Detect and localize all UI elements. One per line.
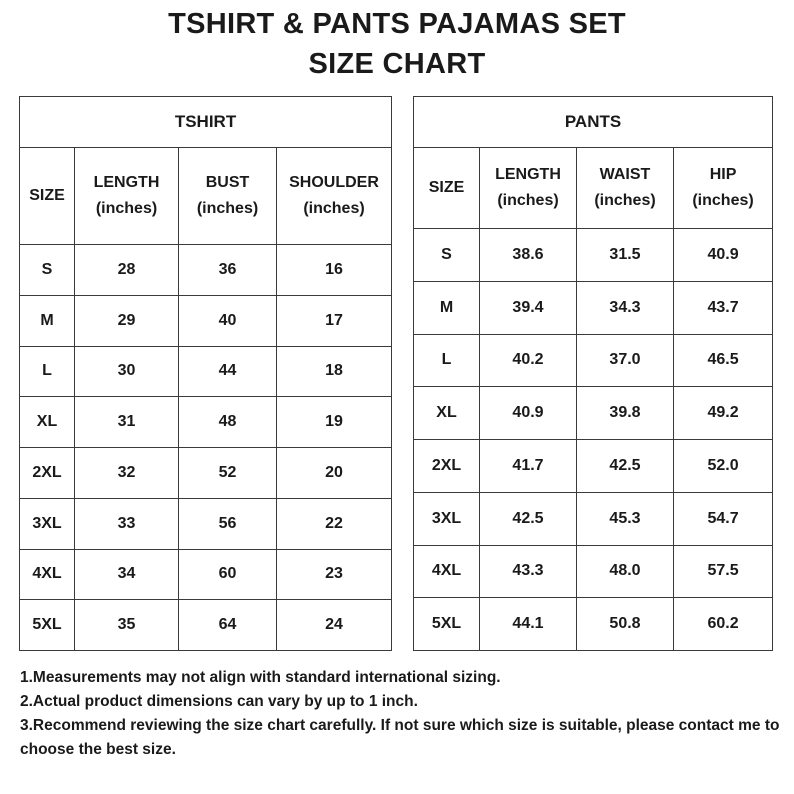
pants-cell-waist: 45.3	[577, 492, 674, 545]
pants-cell-size: 3XL	[414, 492, 480, 545]
pants-header-length	[480, 148, 577, 229]
tshirt-cell-shoulder: 23	[277, 549, 392, 600]
tshirt-row-2xl	[20, 448, 392, 499]
tshirt-cell-length: 30	[75, 346, 179, 397]
tshirt-cell-shoulder: 20	[277, 448, 392, 499]
pants-cell-hip: 40.9	[674, 229, 773, 282]
tshirt-cell-shoulder: 18	[277, 346, 392, 397]
pants-cell-hip: 60.2	[674, 598, 773, 651]
chart-subtitle: SIZE CHART	[308, 48, 486, 80]
tshirt-header-length	[75, 148, 179, 245]
pants-header-size-name: SIZE	[428, 179, 465, 196]
pants-row-3xl	[414, 492, 773, 545]
tshirt-header-shoulder-name: SHOULDER	[289, 174, 379, 191]
pants-header-size	[414, 148, 480, 229]
tshirt-cell-length: 33	[75, 498, 179, 549]
pants-row-l	[414, 334, 773, 387]
tshirt-header-row	[20, 148, 392, 245]
tshirt-row-3xl	[20, 498, 392, 549]
pants-cell-size: 5XL	[414, 598, 480, 651]
tshirt-header-shoulder-unit: (inches)	[303, 200, 365, 217]
tshirt-header-length-name: LENGTH	[93, 174, 160, 191]
pants-cell-waist: 37.0	[577, 334, 674, 387]
tshirt-cell-shoulder: 22	[277, 498, 392, 549]
pants-cell-length: 44.1	[480, 598, 577, 651]
pants-header-waist-name: WAIST	[599, 166, 651, 183]
tshirt-cell-shoulder: 17	[277, 295, 392, 346]
pants-cell-size: XL	[414, 387, 480, 440]
tshirt-cell-bust: 52	[179, 448, 277, 499]
pants-row-s	[414, 229, 773, 282]
tshirt-header-size	[20, 148, 75, 245]
tshirt-cell-size: S	[20, 245, 75, 296]
pants-cell-hip: 54.7	[674, 492, 773, 545]
pants-row-5xl	[414, 598, 773, 651]
tshirt-cell-size: 3XL	[20, 498, 75, 549]
tshirt-row-4xl	[20, 549, 392, 600]
pants-row-m	[414, 281, 773, 334]
tshirt-header-bust-unit: (inches)	[196, 200, 259, 217]
tshirt-cell-bust: 44	[179, 346, 277, 397]
pants-cell-waist: 42.5	[577, 440, 674, 493]
tshirt-cell-length: 34	[75, 549, 179, 600]
tshirt-cell-shoulder: 16	[277, 245, 392, 296]
pants-row-4xl	[414, 545, 773, 598]
tshirt-row-l	[20, 346, 392, 397]
pants-row-xl	[414, 387, 773, 440]
tshirt-row-xl	[20, 397, 392, 448]
tshirt-cell-length: 35	[75, 600, 179, 651]
tshirt-header-length-unit: (inches)	[95, 200, 158, 217]
pants-cell-size: L	[414, 334, 480, 387]
tshirt-cell-bust: 64	[179, 600, 277, 651]
pants-cell-length: 43.3	[480, 545, 577, 598]
pants-cell-waist: 31.5	[577, 229, 674, 282]
tshirt-cell-size: XL	[20, 397, 75, 448]
tshirt-cell-bust: 56	[179, 498, 277, 549]
pants-header-hip-unit: (inches)	[692, 192, 754, 209]
tshirt-size-table	[19, 96, 392, 651]
chart-title: TSHIRT & PANTS PAJAMAS SET	[168, 8, 626, 40]
tshirt-cell-length: 31	[75, 397, 179, 448]
pants-header-hip-name: HIP	[709, 166, 737, 183]
tshirt-cell-shoulder: 19	[277, 397, 392, 448]
tshirt-cell-size: M	[20, 295, 75, 346]
tshirt-cell-bust: 48	[179, 397, 277, 448]
tshirt-header-size-name: SIZE	[29, 187, 65, 204]
note-item: 2.Actual product dimensions can vary by up to 1 inch.	[20, 693, 418, 710]
pants-cell-size: M	[414, 281, 480, 334]
pants-cell-size: 2XL	[414, 440, 480, 493]
note-item: 1.Measurements may not align with standard international sizing.	[20, 669, 501, 686]
tshirt-header-shoulder	[277, 148, 392, 245]
pants-header-row	[414, 148, 773, 229]
pants-cell-length: 41.7	[480, 440, 577, 493]
pants-cell-hip: 57.5	[674, 545, 773, 598]
pants-cell-hip: 49.2	[674, 387, 773, 440]
pants-cell-size: 4XL	[414, 545, 480, 598]
pants-cell-length: 42.5	[480, 492, 577, 545]
pants-cell-length: 40.9	[480, 387, 577, 440]
pants-cell-hip: 43.7	[674, 281, 773, 334]
pants-size-table	[413, 96, 773, 651]
pants-header-length-name: LENGTH	[495, 166, 561, 183]
tshirt-cell-length: 29	[75, 295, 179, 346]
pants-header-length-unit: (inches)	[497, 192, 559, 209]
tshirt-cell-size: 2XL	[20, 448, 75, 499]
tshirt-header-bust-name: BUST	[205, 174, 250, 191]
pants-cell-hip: 52.0	[674, 440, 773, 493]
tshirt-cell-bust: 60	[179, 549, 277, 600]
pants-section-label: PANTS	[414, 97, 773, 148]
pants-header-waist-unit: (inches)	[594, 192, 656, 209]
tshirt-cell-shoulder: 24	[277, 600, 392, 651]
tshirt-section-label: TSHIRT	[20, 97, 392, 148]
pants-cell-waist: 50.8	[577, 598, 674, 651]
pants-cell-length: 39.4	[480, 281, 577, 334]
pants-cell-hip: 46.5	[674, 334, 773, 387]
tshirt-header-bust	[179, 148, 277, 245]
pants-cell-length: 38.6	[480, 229, 577, 282]
tshirt-cell-length: 32	[75, 448, 179, 499]
pants-header-hip	[674, 148, 773, 229]
pants-cell-waist: 34.3	[577, 281, 674, 334]
tshirt-cell-bust: 40	[179, 295, 277, 346]
tshirt-row-s	[20, 245, 392, 296]
notes-section	[20, 666, 780, 762]
tshirt-cell-size: 5XL	[20, 600, 75, 651]
pants-cell-size: S	[414, 229, 480, 282]
pants-row-2xl	[414, 440, 773, 493]
tshirt-row-5xl	[20, 600, 392, 651]
tshirt-cell-size: 4XL	[20, 549, 75, 600]
note-item: 3.Recommend reviewing the size chart carefully. If not sure which size is suitable, please contact me to choose the best size.	[20, 717, 780, 758]
tshirt-cell-length: 28	[75, 245, 179, 296]
pants-cell-length: 40.2	[480, 334, 577, 387]
tshirt-row-m	[20, 295, 392, 346]
pants-cell-waist: 48.0	[577, 545, 674, 598]
pants-cell-waist: 39.8	[577, 387, 674, 440]
pants-header-waist	[577, 148, 674, 229]
tshirt-cell-bust: 36	[179, 245, 277, 296]
tshirt-cell-size: L	[20, 346, 75, 397]
